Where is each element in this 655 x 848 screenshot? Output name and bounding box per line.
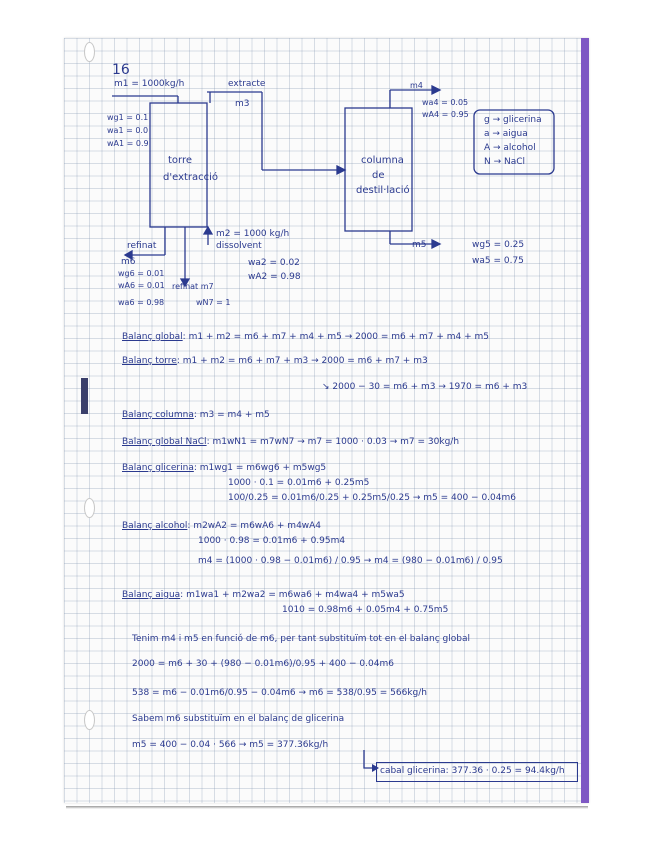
balance-row: Balanç alcohol: m2wA2 = m6wA6 + m4wA4 xyxy=(122,521,322,531)
bottom-fraction: wg5 = 0.25 xyxy=(472,240,525,250)
balance-row: ↘ 2000 − 30 = m6 + m3 → 1970 = m6 + m3 xyxy=(322,382,528,392)
balance-row: Balanç glicerina: m1wg1 = m6wg6 + m5wg5 xyxy=(122,463,327,473)
balance-row: 1000 · 0.1 = 0.01m6 + 0.25m5 xyxy=(228,478,370,488)
raffinate-stream-label: m6 xyxy=(121,257,136,267)
top-fraction: wA4 = 0.95 xyxy=(422,110,469,119)
feed-fraction: wA1 = 0.9 xyxy=(107,139,149,148)
legend-item: N → NaCl xyxy=(484,157,526,167)
top-fraction: wa4 = 0.05 xyxy=(422,98,469,107)
balance-row: Balanç global: m1 + m2 = m6 + m7 + m4 + m5 → 2000 = m6 + m7 + m4 + m5 xyxy=(122,332,490,342)
feed-fraction: wa1 = 0.0 xyxy=(107,126,149,135)
solvent-fraction: wA2 = 0.98 xyxy=(248,272,301,282)
solution-note: Tenim m4 i m5 en funció de m6, per tant substituïm tot en el balanç global xyxy=(132,634,470,644)
balance-row: Balanç torre: m1 + m2 = m6 + m7 + m3 → 2000 = m6 + m7 + m3 xyxy=(122,356,428,366)
raffinate-fraction: wN7 = 1 xyxy=(196,298,231,307)
tower-label: d'extracció xyxy=(163,172,219,183)
raffinate-fraction: wg6 = 0.01 xyxy=(118,269,165,278)
raffinate-fraction: wa6 = 0.98 xyxy=(118,298,165,307)
column-label: de xyxy=(372,170,385,181)
feed-fraction: wg1 = 0.1 xyxy=(107,113,149,122)
solvent-fraction: wa2 = 0.02 xyxy=(248,258,300,268)
column-label: destil·lació xyxy=(356,185,410,196)
solution-line: 2000 = m6 + 30 + (980 − 0.01m6)/0.95 + 400 − 0.04m6 xyxy=(132,659,394,669)
extract-stream-label: m3 xyxy=(235,99,250,109)
result-arrow xyxy=(360,748,382,776)
legend-item: g → glicerina xyxy=(484,115,542,125)
balance-row: 1010 = 0.98m6 + 0.05m4 + 0.75m5 xyxy=(282,605,449,615)
legend-item: a → aigua xyxy=(484,129,528,139)
solution-line: 538 = m6 − 0.01m6/0.95 − 0.04m6 → m6 = 538/0.95 = 566kg/h xyxy=(132,688,427,698)
balance-row: Balanç aigua: m1wa1 + m2wa2 = m6wa6 + m4wa4 + m5wa5 xyxy=(122,590,405,600)
feed-stream-label: m1 = 1000kg/h xyxy=(114,79,185,89)
second-raffinate-label: refinat m7 xyxy=(172,282,214,291)
raffinate-label: refinat xyxy=(127,241,157,251)
legend-item: A → alcohol xyxy=(484,143,536,153)
balance-row: Balanç columna: m3 = m4 + m5 xyxy=(122,410,270,420)
solvent-stream-label: m2 = 1000 kg/h xyxy=(216,229,290,239)
solvent-label: dissolvent xyxy=(216,241,262,251)
balance-row: 1000 · 0.98 = 0.01m6 + 0.95m4 xyxy=(198,536,346,546)
solution-note: Sabem m6 substituïm en el balanç de glicerina xyxy=(132,714,345,724)
extract-label: extracte xyxy=(228,79,266,89)
final-result: cabal glicerina: 377.36 · 0.25 = 94.4kg/h xyxy=(380,766,565,776)
bottom-stream-label: m5 xyxy=(412,240,427,250)
page-number: 16 xyxy=(112,62,130,78)
raffinate-fraction: wA6 = 0.01 xyxy=(118,281,165,290)
balance-row: m4 = (1000 · 0.98 − 0.01m6) / 0.95 → m4 = (980 − 0.01m6) / 0.95 xyxy=(198,556,503,566)
balance-row: Balanç global NaCl: m1wN1 = m7wN7 → m7 = 1000 · 0.03 → m7 = 30kg/h xyxy=(122,437,460,447)
tower-label: torre xyxy=(168,155,193,166)
solution-line: m5 = 400 − 0.04 · 566 → m5 = 377.36kg/h xyxy=(132,740,329,750)
balance-row: 100/0.25 = 0.01m6/0.25 + 0.25m5/0.25 → m5 = 400 − 0.04m6 xyxy=(228,493,516,503)
top-stream-label: m4 xyxy=(410,81,423,90)
column-label: columna xyxy=(361,155,404,166)
bottom-fraction: wa5 = 0.75 xyxy=(472,256,524,266)
